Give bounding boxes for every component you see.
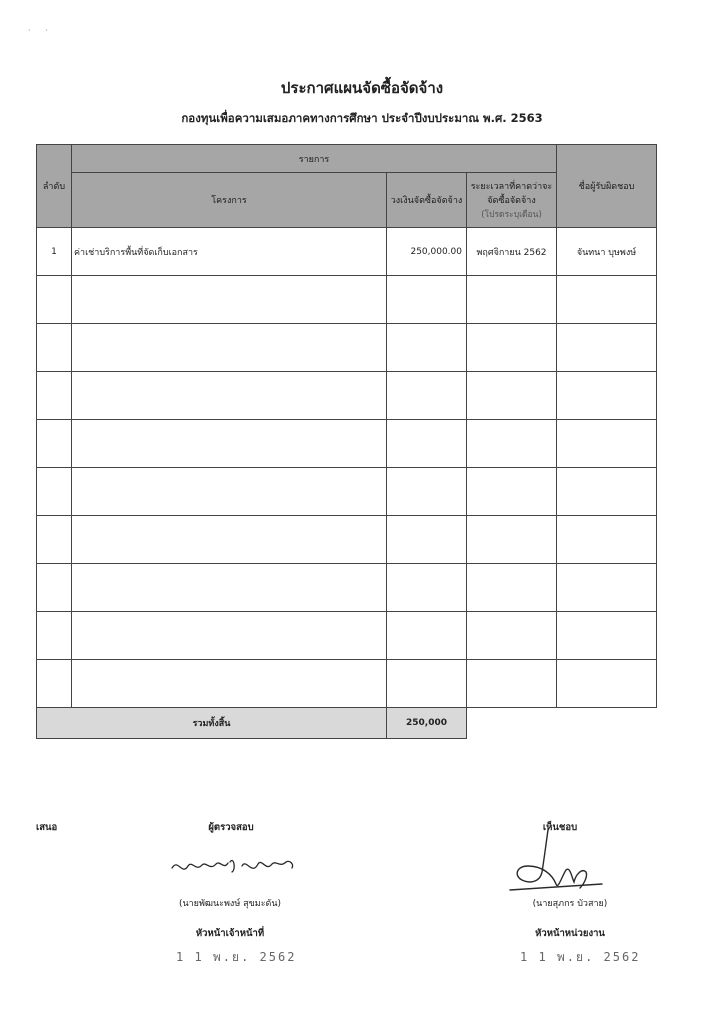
approver-name: (นายสุภกร บัวสาย)	[532, 899, 608, 909]
col-project-header: โครงการ	[72, 173, 387, 228]
reviewer-name: (นายพัฒนะพงษ์ สุขมะดัน)	[178, 899, 282, 909]
table-row-empty	[37, 660, 657, 708]
table-row-empty	[37, 420, 657, 468]
table-row-empty	[37, 276, 657, 324]
group-header: รายการ	[72, 145, 557, 173]
scan-specks: · ·	[28, 26, 54, 35]
col-owner-header: ชื่อผู้รับผิดชอบ	[557, 145, 657, 228]
page-subtitle: กองทุนเพื่อความเสมอภาคทางการศึกษา ประจำปีงบประมาณ พ.ศ. 2563	[181, 111, 543, 125]
col-order-header: ลำดับ	[37, 145, 72, 228]
row-owner: จันทนา บุษพงษ์	[557, 228, 657, 276]
approver-position: หัวหน้าหน่วยงาน	[535, 928, 605, 939]
reviewer-position: หัวหน้าเจ้าหน้าที่	[195, 928, 265, 939]
approver-signature	[500, 826, 610, 906]
total-value: 250,000	[387, 708, 467, 739]
propose-label: เสนอ	[36, 822, 58, 833]
reviewer-signature	[168, 850, 298, 884]
reviewer-label: ผู้ตรวจสอบ	[208, 822, 254, 833]
table-row-empty	[37, 564, 657, 612]
total-row	[37, 708, 657, 739]
col-period-header-line2: จัดซื้อจัดจ้าง	[487, 196, 536, 206]
procurement-table	[36, 144, 657, 739]
page-title: ประกาศแผนจัดซื้อจัดจ้าง	[280, 79, 444, 97]
row-budget: 250,000.00	[387, 228, 467, 276]
table-row	[37, 228, 657, 276]
col-period-header	[467, 173, 557, 228]
col-budget-header: วงเงินจัดซื้อจัดจ้าง	[387, 173, 467, 228]
reviewer-date-stamp: 1 1 พ.ย. 2562	[176, 950, 297, 964]
table-row-empty	[37, 324, 657, 372]
col-period-header-note: (โปรดระบุเดือน)	[481, 210, 542, 220]
total-label: รวมทั้งสิ้น	[37, 708, 387, 739]
row-project: ค่าเช่าบริการพื้นที่จัดเก็บเอกสาร	[72, 228, 387, 276]
table-row-empty	[37, 516, 657, 564]
table-row-empty	[37, 372, 657, 420]
row-period: พฤศจิกายน 2562	[467, 228, 557, 276]
approver-date-stamp: 1 1 พ.ย. 2562	[520, 950, 641, 964]
table-row-empty	[37, 468, 657, 516]
approver-label: เห็นชอบ	[542, 822, 578, 833]
col-period-header-line1: ระยะเวลาที่คาดว่าจะ	[470, 182, 553, 192]
row-order: 1	[37, 228, 72, 276]
table-row-empty	[37, 612, 657, 660]
